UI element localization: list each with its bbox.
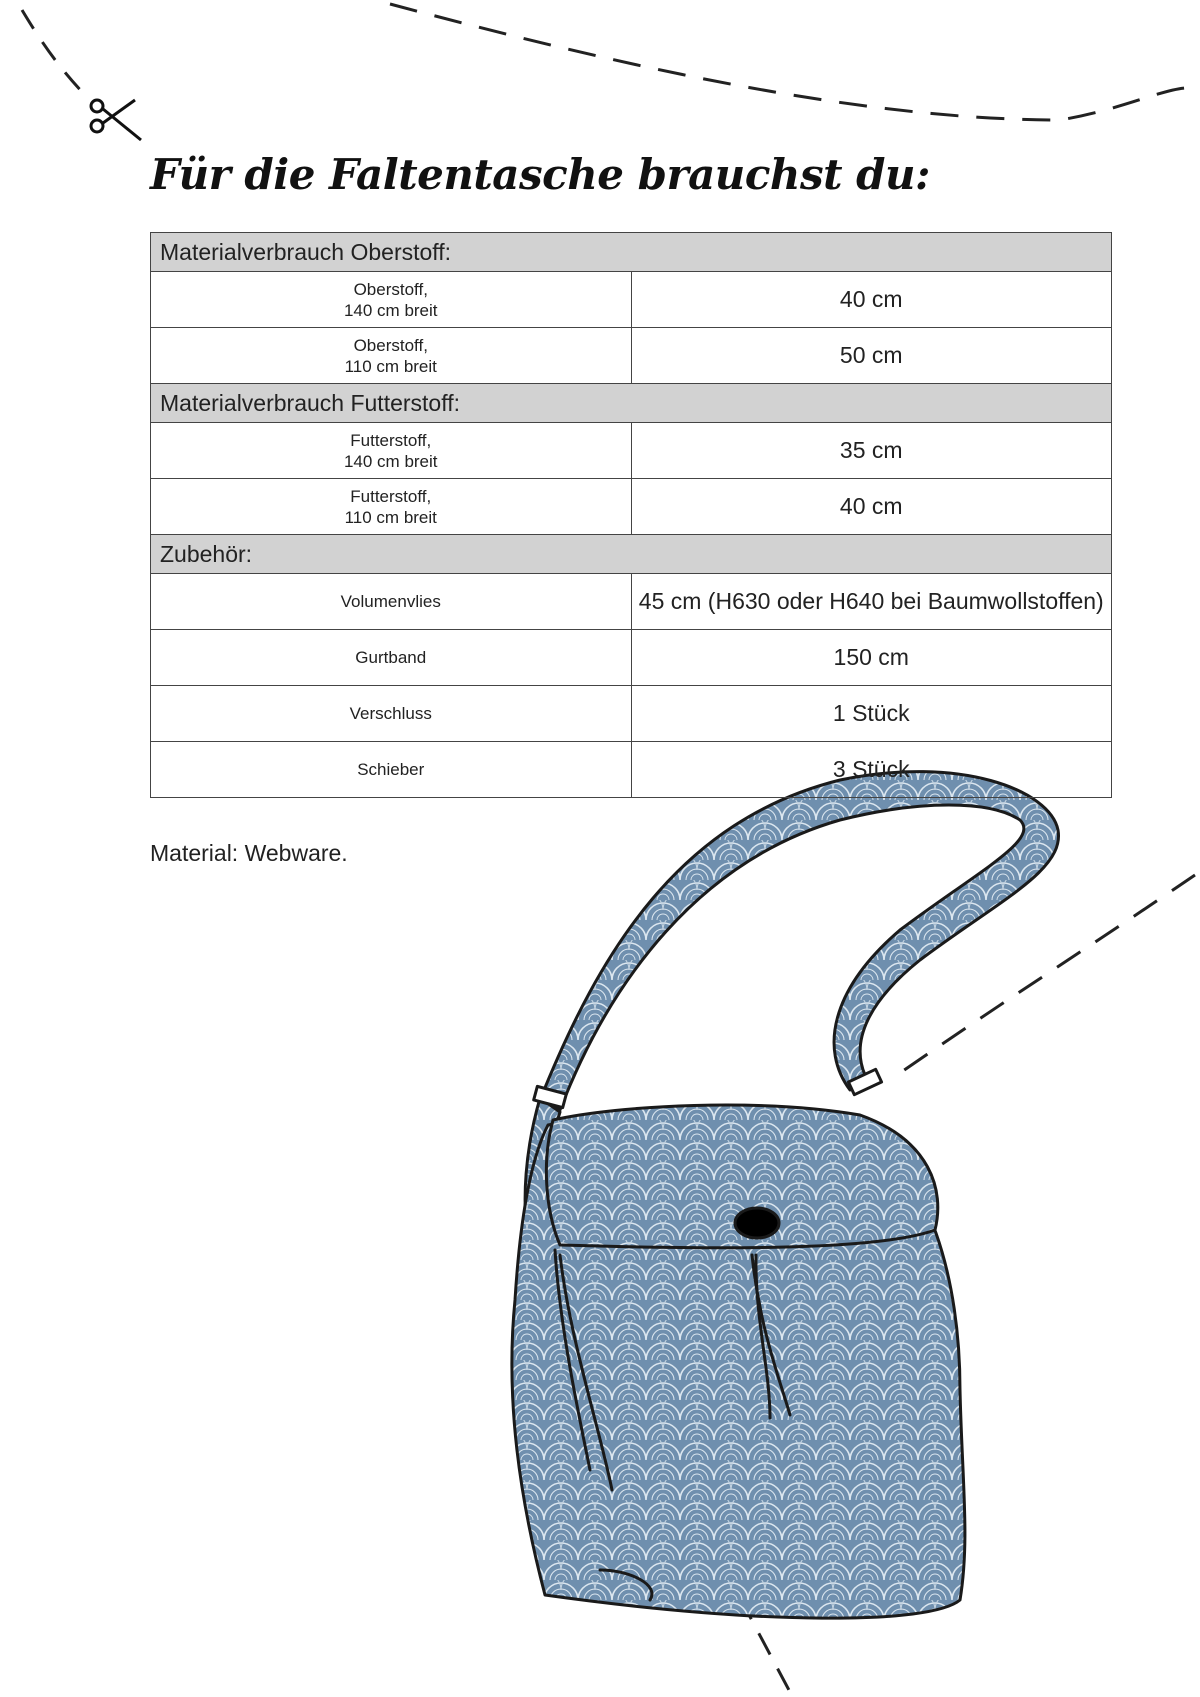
row-label-line2: 110 cm breit — [344, 356, 437, 376]
row-label — [151, 423, 632, 479]
row-value: 1 Stück — [631, 686, 1112, 742]
row-value: 45 cm (H630 oder H640 bei Baumwollstoffen) — [631, 574, 1112, 630]
row-label — [151, 272, 632, 328]
row-label-line2: 110 cm breit — [344, 507, 437, 527]
section-header-label: Materialverbrauch Oberstoff: — [151, 233, 1112, 272]
section-header-futterstoff — [151, 384, 1112, 423]
table-row — [151, 742, 1112, 798]
row-label-line1: Oberstoff, — [353, 279, 428, 299]
section-header-oberstoff — [151, 233, 1112, 272]
row-label-line2: 140 cm breit — [343, 300, 438, 320]
table-row — [151, 574, 1112, 630]
table-row — [151, 686, 1112, 742]
row-value: 35 cm — [631, 423, 1112, 479]
scissors-icon — [91, 100, 141, 140]
row-value: 40 cm — [631, 479, 1112, 535]
table-row — [151, 479, 1112, 535]
table-row — [151, 423, 1112, 479]
section-header-label: Materialverbrauch Futterstoff: — [151, 384, 1112, 423]
section-header-label: Zubehör: — [151, 535, 1112, 574]
row-value: 150 cm — [631, 630, 1112, 686]
row-value: 40 cm — [631, 272, 1112, 328]
bag-illustration — [512, 772, 1059, 1619]
row-value: 50 cm — [631, 328, 1112, 384]
row-label-line1: Futterstoff, — [350, 486, 432, 506]
page-title: Für die Faltentasche brauchst du: — [150, 150, 931, 199]
bag-strap — [540, 772, 1059, 1110]
row-label-line1: Futterstoff, — [350, 430, 432, 450]
row-label — [151, 328, 632, 384]
row-label: Gurtband — [151, 630, 632, 686]
table-row — [151, 328, 1112, 384]
row-label — [151, 479, 632, 535]
material-table — [150, 232, 1112, 798]
table-row — [151, 630, 1112, 686]
row-label: Verschluss — [151, 686, 632, 742]
cut-line-top-long — [390, 4, 1185, 120]
cut-line-top — [22, 10, 90, 100]
row-label: Volumenvlies — [151, 574, 632, 630]
bag-button — [735, 1208, 779, 1238]
row-value: 3 Stück — [631, 742, 1112, 798]
row-label-line2: 140 cm breit — [343, 451, 438, 471]
table-row — [151, 272, 1112, 328]
row-label-line1: Oberstoff, — [353, 335, 428, 355]
row-label: Schieber — [151, 742, 632, 798]
section-header-zubehoer — [151, 535, 1112, 574]
material-note: Material: Webware. — [150, 840, 348, 866]
